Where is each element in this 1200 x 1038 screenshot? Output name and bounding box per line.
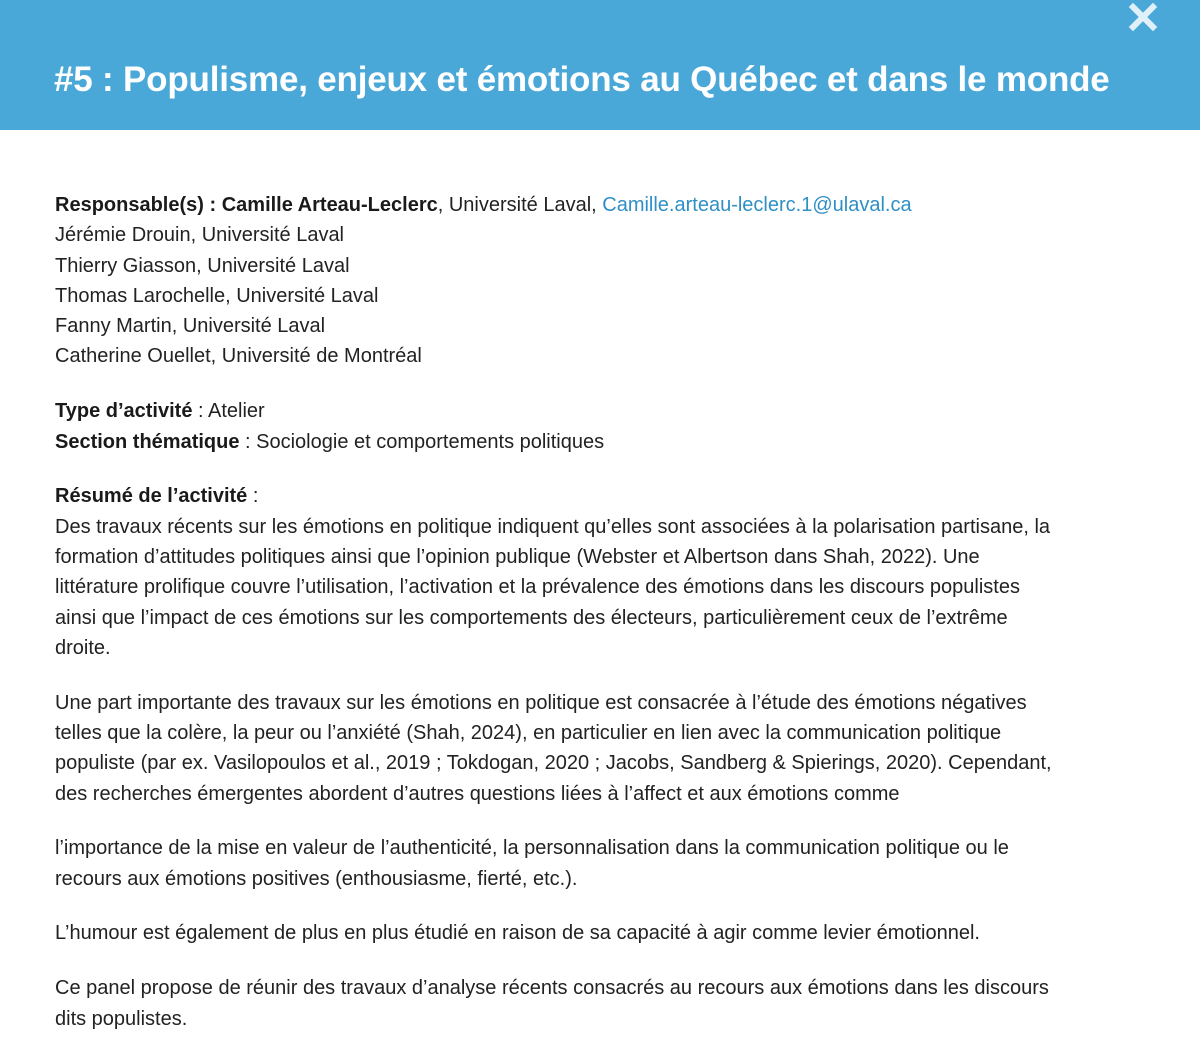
lead-email-link[interactable]: Camille.arteau-leclerc.1@ulaval.ca	[602, 194, 912, 216]
summary-line: droite.	[55, 636, 111, 659]
lead-responsable-line	[55, 190, 1155, 220]
summary-label-suffix: :	[247, 485, 259, 508]
summary-line: formation d’attitudes politiques ainsi que l’opinion publique (Webster et Albertson dans Shah, 2022). Une	[55, 545, 980, 568]
lead-name: Camille Arteau-Leclerc	[221, 194, 438, 216]
thematic-section-line	[55, 427, 1155, 457]
summary-line: L’humour est également de plus en plus étudié en raison de sa capacité à agir comme levier émotionnel.	[55, 922, 980, 945]
summary-label: Résumé de l’activité	[55, 485, 248, 508]
responsables-separator: :	[203, 194, 222, 216]
summary-paragraph-5	[55, 973, 1155, 1034]
close-icon[interactable]	[1128, 2, 1158, 32]
co-responsable: Jérémie Drouin, Université Laval	[55, 224, 345, 247]
summary-paragraph-1	[55, 481, 1155, 663]
summary-line: ainsi que l’impact de ces émotions sur les comportements des électeurs, particulièrement ceux de l’extrême	[55, 606, 1008, 629]
summary-line: Ce panel propose de réunir des travaux d’analyse récents consacrés au recours aux émotions dans les discours	[55, 977, 1049, 1000]
summary-line: des recherches émergentes abordent d’autres questions liées à l’affect et aux émotions comme	[55, 782, 900, 805]
lead-affiliation: , Université Laval,	[437, 194, 603, 216]
responsables-label: Responsable(s)	[55, 194, 204, 216]
close-button[interactable]	[1128, 2, 1158, 32]
page-title: #5 : Populisme, enjeux et émotions au Québec et dans le monde	[54, 60, 1110, 99]
summary-heading	[55, 481, 1155, 511]
summary-paragraph-2	[55, 688, 1155, 809]
summary-line: littérature prolifique couvre l’utilisation, l’activation et la prévalence des émotions dans les discours populistes	[55, 576, 1020, 599]
summary-line: telles que la colère, la peur ou l’anxiété (Shah, 2024), en particulier en lien avec la communication politique	[55, 721, 1002, 744]
summary-line: l’importance de la mise en valeur de l’authenticité, la personnalisation dans la communication politique ou le	[55, 837, 1009, 860]
summary-paragraph-4	[55, 918, 1155, 948]
co-responsable: Thierry Giasson, Université Laval	[55, 254, 350, 277]
co-responsable: Thomas Larochelle, Université Laval	[55, 284, 379, 307]
modal-content	[55, 190, 1155, 1038]
co-responsable: Fanny Martin, Université Laval	[55, 315, 326, 338]
co-responsable: Catherine Ouellet, Université de Montréal	[55, 345, 422, 368]
summary-line: recours aux émotions positives (enthousiasme, fierté, etc.).	[55, 867, 578, 890]
thematic-section-label: Section thématique	[55, 430, 240, 453]
summary-line: dits populistes.	[55, 1007, 188, 1030]
thematic-section-value: : Sociologie et comportements politiques	[239, 430, 605, 453]
activity-type-label: Type d’activité	[55, 400, 193, 423]
responsables-block	[55, 190, 1155, 372]
activity-block	[55, 396, 1155, 457]
summary-line: populiste (par ex. Vasilopoulos et al., 2019 ; Tokdogan, 2020 ; Jacobs, Sandberg & Spierings, 2020). Cependant,	[55, 752, 1052, 775]
summary-paragraph-3	[55, 833, 1155, 894]
activity-type-line	[55, 396, 1155, 426]
summary-line: Une part importante des travaux sur les émotions en politique est consacrée à l’étude des émotions négatives	[55, 691, 1027, 714]
modal-header	[0, 0, 1200, 130]
activity-type-value: : Atelier	[192, 400, 265, 423]
summary-line: Des travaux récents sur les émotions en politique indiquent qu’elles sont associées à la polarisation partisane, la	[55, 515, 1051, 538]
